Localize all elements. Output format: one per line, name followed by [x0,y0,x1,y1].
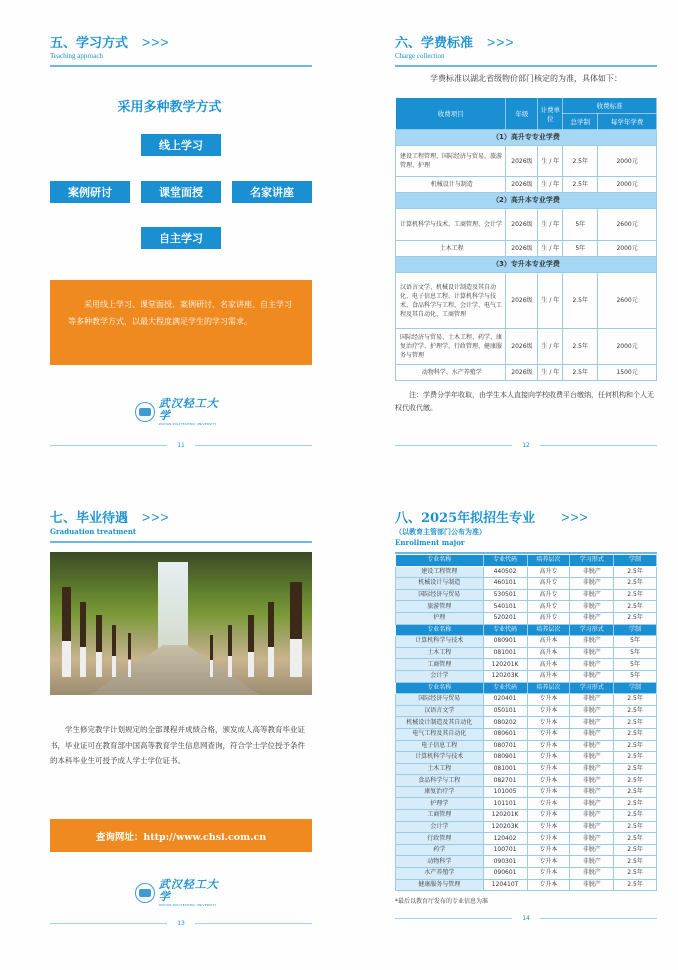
divider [540,918,657,919]
divider [50,541,312,543]
cell-unit: 生 / 年 [538,273,563,329]
cell-level: 专升本 [527,740,570,752]
cell-major-code: 101101 [483,798,527,810]
cell-major-name: 工商管理 [396,659,484,671]
cell-study-mode: 非脱产 [570,821,614,833]
section-title: 六、学费标准 >>> [395,34,515,51]
page-number: 14 [522,914,530,922]
divider [195,923,312,924]
divider [395,918,512,919]
cell-major-name: 康复治疗学 [396,786,484,798]
seal-icon [135,883,155,903]
seal-icon [135,402,155,422]
cell-unit: 生 / 年 [538,329,563,365]
university-logo [135,397,230,426]
cell-duration: 2.5年 [614,740,657,752]
logo-text-cn: 武汉轻工大学 [158,878,219,903]
table-row [396,868,657,880]
table-row [396,670,657,682]
cell-study-mode: 非脱产 [570,589,614,601]
cell-major-name: 土木工程 [396,647,484,659]
cell-unit: 生 / 年 [538,209,563,241]
cell-major-name: 汉语言文学 [396,705,484,717]
table-row [396,601,657,613]
table-row [396,752,657,764]
cell-years: 2.5年 [563,146,598,177]
cell-grade: 2026级 [506,241,538,257]
cell-item: 建设工程管理、国际经济与贸易、旅游管理、护理 [396,146,506,177]
divider [50,65,312,67]
table-row [396,879,657,891]
page-11 [0,0,339,485]
cell-major-code: 120203K [483,670,527,682]
cell-major-name: 计算机科学与技术 [396,636,484,648]
col-header-total-years: 总学制 [563,114,598,130]
cell-fee: 2600元 [598,273,657,329]
cell-study-mode: 非脱产 [570,728,614,740]
cell-item: 计算机科学与技术、工商管理、会计学 [396,209,506,241]
cell-duration: 5年 [614,659,657,671]
cell-study-mode: 非脱产 [570,775,614,787]
col-header-major-name: 专业名称 [396,555,484,567]
page-footer [50,918,312,928]
page-number: 12 [522,441,530,449]
cell-study-mode: 非脱产 [570,833,614,845]
page-footer [50,440,312,450]
cell-study-mode: 非脱产 [570,740,614,752]
cell-years: 2.5年 [563,329,598,365]
cell-level: 高升专 [527,578,570,590]
table-row [396,146,657,177]
group-title: （2）高升本专业学费 [396,193,657,209]
cell-duration: 2.5年 [614,868,657,880]
cell-years: 5年 [563,241,598,257]
cell-major-name: 国际经济与贸易 [396,589,484,601]
arrows-icon: >>> [142,34,170,50]
methods-description: 采用线上学习、课堂面授、案例研讨、名家讲座、自主学习等多种教学方式，以最大程度满足学生的学习需求。 [50,280,312,365]
divider [50,923,167,924]
col-header-level: 培养层次 [527,682,570,694]
cell-level: 高升本 [527,647,570,659]
divider [395,65,657,67]
methods-title: 采用多种教学方式 [117,100,222,115]
cell-fee: 2000元 [598,329,657,365]
table-row [396,329,657,365]
cell-study-mode: 非脱产 [570,566,614,578]
cell-duration: 2.5年 [614,612,657,624]
cell-major-name: 机械设计与制造 [396,578,484,590]
col-header-annual-fee: 每学年学费 [598,114,657,130]
section-subtitle: Charge collection [395,52,445,60]
col-header-study-mode: 学习形式 [570,682,614,694]
cell-level: 专升本 [527,752,570,764]
cell-duration: 2.5年 [614,798,657,810]
col-header-major-name: 专业名称 [396,682,484,694]
cell-study-mode: 非脱产 [570,717,614,729]
cell-study-mode: 非脱产 [570,601,614,613]
logo-text-en: WUHAN POLYTECHNIC UNIVERSITY [158,422,217,426]
cell-major-name: 旅游管理 [396,601,484,613]
section-title: 五、学习方式 >>> [50,34,170,51]
section-header [50,507,312,543]
cell-level: 专升本 [527,717,570,729]
cell-study-mode: 非脱产 [570,647,614,659]
method-classroom: 课堂面授 [141,181,221,203]
cell-level: 专升本 [527,821,570,833]
cell-years: 2.5年 [563,273,598,329]
method-self-study: 自主学习 [141,227,221,249]
cell-level: 专升本 [527,728,570,740]
section-subtitle: Enrollment major [395,538,465,547]
cell-unit: 生 / 年 [538,177,563,193]
cell-major-name: 土木工程 [396,763,484,775]
cell-major-code: 080901 [483,636,527,648]
cell-major-code: 530501 [483,589,527,601]
section-title: 七、毕业待遇 >>> [50,509,170,526]
campus-photo [50,552,312,695]
cell-level: 专升本 [527,798,570,810]
cell-level: 高升专 [527,601,570,613]
cell-study-mode: 非脱产 [570,636,614,648]
cell-item: 汉语言文学、机械设计制造及其自动化、电子信息工程、计算机科学与技术、食品科学与工程、会计学、电气工程及其自动化、工商管理 [396,273,506,329]
cell-grade: 2026级 [506,177,538,193]
cell-major-code: 100701 [483,844,527,856]
table-row [396,763,657,775]
section-subtitle: Teaching approach [50,52,103,60]
cell-duration: 2.5年 [614,601,657,613]
table-row [396,798,657,810]
col-header-major-code: 专业代码 [483,624,527,636]
cell-major-name: 电子信息工程 [396,740,484,752]
enrollment-footnote: *最后以教育厅发布的专业信息为准 [395,898,489,905]
cell-level: 高升本 [527,636,570,648]
cell-major-code: 080901 [483,752,527,764]
cell-fee: 2600元 [598,209,657,241]
cell-major-code: 120410T [483,879,527,891]
arrows-icon: >>> [487,34,515,50]
cell-duration: 5年 [614,636,657,648]
cell-grade: 2026级 [506,273,538,329]
divider [50,445,167,446]
table-header-row [396,555,657,567]
cell-major-name: 国际经济与贸易 [396,694,484,706]
cell-study-mode: 非脱产 [570,705,614,717]
cell-duration: 2.5年 [614,705,657,717]
cell-duration: 2.5年 [614,856,657,868]
cell-years: 5年 [563,209,598,241]
cell-major-code: 080601 [483,728,527,740]
cell-fee: 1500元 [598,365,657,381]
cell-major-name: 护理 [396,612,484,624]
cell-duration: 2.5年 [614,728,657,740]
cell-study-mode: 非脱产 [570,659,614,671]
col-header-duration: 学制 [614,682,657,694]
cell-major-code: 460101 [483,578,527,590]
cell-duration: 2.5年 [614,694,657,706]
table-row [396,636,657,648]
logo-text-cn: 武汉轻工大学 [158,397,219,422]
cell-major-name: 会计学 [396,670,484,682]
cell-level: 高升专 [527,612,570,624]
cell-duration: 2.5年 [614,879,657,891]
divider [195,445,312,446]
table-row [396,717,657,729]
col-header-standard: 收费标准 [563,98,657,114]
cell-study-mode: 非脱产 [570,612,614,624]
cell-duration: 5年 [614,670,657,682]
cell-major-name: 护理学 [396,798,484,810]
page-12 [339,0,678,485]
section-header [395,32,657,67]
method-lecture: 名家讲座 [232,181,312,203]
cell-grade: 2026级 [506,365,538,381]
cell-years: 2.5年 [563,177,598,193]
table-row [396,612,657,624]
table-row [396,273,657,329]
cell-major-code: 081001 [483,763,527,775]
cell-level: 专升本 [527,844,570,856]
table-row [396,810,657,822]
page-13 [0,485,339,970]
cell-major-code: 540101 [483,601,527,613]
page-number: 13 [177,919,185,927]
col-header-duration: 学制 [614,555,657,567]
cell-duration: 2.5年 [614,775,657,787]
table-row [396,833,657,845]
col-header-unit: 计费单位 [538,98,563,130]
cell-study-mode: 非脱产 [570,810,614,822]
cell-duration: 2.5年 [614,821,657,833]
logo-text-en: WUHAN POLYTECHNIC UNIVERSITY [158,903,217,907]
method-case-study: 案例研讨 [50,181,130,203]
table-row [396,589,657,601]
col-header-level: 培养层次 [527,624,570,636]
col-header-duration: 学制 [614,624,657,636]
table-row [396,647,657,659]
page-14 [339,485,678,970]
col-header-study-mode: 学习形式 [570,555,614,567]
cell-level: 专升本 [527,705,570,717]
table-row [396,209,657,241]
cell-level: 高升本 [527,670,570,682]
col-header-study-mode: 学习形式 [570,624,614,636]
cell-major-code: 120203K [483,821,527,833]
cell-major-name: 食品科学与工程 [396,775,484,787]
table-row [396,241,657,257]
cell-level: 专升本 [527,868,570,880]
cell-duration: 2.5年 [614,833,657,845]
table-row [396,821,657,833]
cell-study-mode: 非脱产 [570,578,614,590]
fee-table [395,97,657,381]
divider [395,445,512,446]
cell-major-code: 520201 [483,612,527,624]
method-online: 线上学习 [141,134,221,156]
table-row [396,578,657,590]
table-row [396,775,657,787]
section-header [50,32,312,67]
cell-study-mode: 非脱产 [570,786,614,798]
table-row [396,694,657,706]
table-header-row [396,624,657,636]
cell-major-code: 120201K [483,659,527,671]
cell-level: 专升本 [527,810,570,822]
table-row [396,856,657,868]
cell-level: 专升本 [527,879,570,891]
cell-level: 专升本 [527,775,570,787]
cell-study-mode: 非脱产 [570,879,614,891]
table-row [396,740,657,752]
col-header-major-code: 专业代码 [483,682,527,694]
section-note: （以教育主管部门公布为准） [395,527,486,536]
fee-intro: 学费标准以湖北省级物价部门核定的为准，具体如下： [430,74,622,83]
col-header-grade: 年级 [506,98,538,130]
cell-major-code: 090301 [483,856,527,868]
cell-study-mode: 非脱产 [570,670,614,682]
cell-major-code: 080701 [483,740,527,752]
arrows-icon: >>> [561,509,589,525]
cell-major-code: 120402 [483,833,527,845]
cell-duration: 2.5年 [614,578,657,590]
cell-level: 专升本 [527,694,570,706]
table-header-row [396,682,657,694]
cell-level: 高升本 [527,659,570,671]
enrollment-table [395,554,657,891]
group-title: （1）高升专专业学费 [396,130,657,146]
cell-major-code: 101005 [483,786,527,798]
page-footer [395,440,657,450]
cell-duration: 2.5年 [614,589,657,601]
cell-grade: 2026级 [506,146,538,177]
cell-major-code: 090601 [483,868,527,880]
cell-duration: 2.5年 [614,717,657,729]
cell-study-mode: 非脱产 [570,752,614,764]
cell-major-code: 081001 [483,647,527,659]
cell-duration: 5年 [614,647,657,659]
cell-item: 动物科学、水产养殖学 [396,365,506,381]
group-title: （3）专升本专业学费 [396,257,657,273]
cell-major-code: 080202 [483,717,527,729]
cell-duration: 2.5年 [614,566,657,578]
table-row [396,786,657,798]
cell-duration: 2.5年 [614,844,657,856]
section-title: 八、2025年拟招生专业 >>> [395,509,589,526]
cell-unit: 生 / 年 [538,365,563,381]
cell-major-code: 050101 [483,705,527,717]
table-row [396,659,657,671]
cell-major-name: 电气工程及其自动化 [396,728,484,740]
divider [540,445,657,446]
section-subtitle: Graduation treatment [50,527,137,536]
cell-study-mode: 非脱产 [570,763,614,775]
cell-level: 专升本 [527,833,570,845]
cell-major-name: 计算机科学与技术 [396,752,484,764]
page-number: 11 [177,441,185,449]
cell-major-name: 工商管理 [396,810,484,822]
cell-major-name: 机械设计制造及其自动化 [396,717,484,729]
cell-fee: 2000元 [598,177,657,193]
cell-duration: 2.5年 [614,786,657,798]
cell-duration: 2.5年 [614,752,657,764]
col-header-item: 收费项目 [396,98,506,130]
graduation-text: 学生修完教学计划规定的全部课程并成绩合格，颁发成人高等教育毕业证书，毕业证可在教育部中国高等教育学生信息网查询，符合学士学位授予条件的本科毕业生可授予成人学士学位证书。 [50,725,305,765]
cell-grade: 2026级 [506,209,538,241]
table-row [396,705,657,717]
table-row [396,177,657,193]
cell-fee: 2000元 [598,241,657,257]
cell-major-code: 020401 [483,694,527,706]
fee-note: 注：学费分学年收取，由学生本人直接向学校收费平台缴纳，任何机构和个人无权代收代缴。 [395,391,654,412]
cell-item: 土木工程 [396,241,506,257]
col-header-major-code: 专业代码 [483,555,527,567]
cell-major-name: 建设工程管理 [396,566,484,578]
cell-major-name: 健康服务与管理 [396,879,484,891]
cell-item: 机械设计与制造 [396,177,506,193]
cell-fee: 2000元 [598,146,657,177]
cell-level: 高升专 [527,566,570,578]
cell-level: 专升本 [527,763,570,775]
arrows-icon: >>> [142,509,170,525]
table-row [396,844,657,856]
cell-study-mode: 非脱产 [570,798,614,810]
cell-duration: 2.5年 [614,810,657,822]
cell-duration: 2.5年 [614,763,657,775]
table-row [396,365,657,381]
cell-major-code: 082701 [483,775,527,787]
cell-major-code: 120201K [483,810,527,822]
cell-study-mode: 非脱产 [570,856,614,868]
cell-unit: 生 / 年 [538,146,563,177]
query-url-banner[interactable]: 查询网址：http://www.chsi.com.cn [50,819,312,852]
cell-level: 高升专 [527,589,570,601]
cell-major-name: 药学 [396,844,484,856]
cell-major-name: 会计学 [396,821,484,833]
cell-major-name: 动物科学 [396,856,484,868]
cell-study-mode: 非脱产 [570,694,614,706]
cell-study-mode: 非脱产 [570,868,614,880]
section-header [395,507,657,554]
col-header-major-name: 专业名称 [396,624,484,636]
cell-item: 国际经济与贸易、土木工程、药学、康复治疗学、护理学、行政管理、健康服务与管理 [396,329,506,365]
cell-study-mode: 非脱产 [570,844,614,856]
cell-grade: 2026级 [506,329,538,365]
page-footer [395,913,657,923]
table-row [396,728,657,740]
cell-major-name: 水产养殖学 [396,868,484,880]
cell-level: 专升本 [527,856,570,868]
university-logo [135,878,230,907]
cell-major-name: 行政管理 [396,833,484,845]
table-row [396,566,657,578]
cell-major-code: 440502 [483,566,527,578]
cell-level: 专升本 [527,786,570,798]
cell-years: 2.5年 [563,365,598,381]
col-header-level: 培养层次 [527,555,570,567]
cell-unit: 生 / 年 [538,241,563,257]
